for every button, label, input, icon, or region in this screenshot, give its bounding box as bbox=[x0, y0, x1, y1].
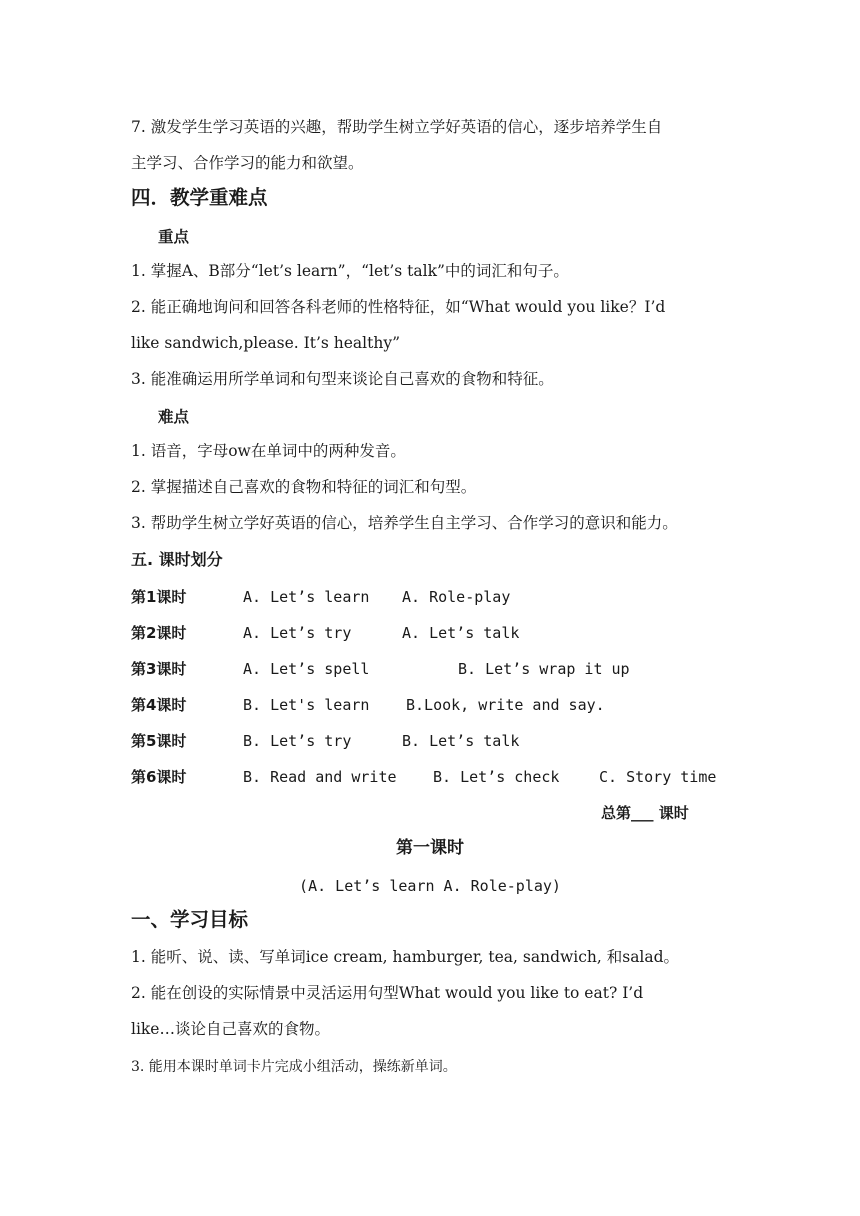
lesson-part-a: B. Read and write bbox=[243, 768, 397, 786]
lesson-part-a: B. Let's learn bbox=[243, 696, 370, 714]
key-item-2: 2. 能正确地询问和回答各科老师的性格特征，如“What would you like？I’d bbox=[131, 298, 666, 316]
difficult-item-3: 3. 帮助学生树立学好英语的信心，培养学生自主学习、合作学习的意识和能力。 bbox=[131, 514, 678, 532]
lesson-label: 第6课时 bbox=[131, 768, 187, 786]
lesson-label: 第2课时 bbox=[131, 624, 187, 642]
lesson-part-a: B. Let’s try bbox=[243, 732, 352, 750]
section-4-title: 四．教学重难点 bbox=[131, 186, 268, 209]
objective-item-2-cont: like…谈论自己喜欢的食物。 bbox=[131, 1020, 330, 1038]
lesson-1-subtitle: (A. Let’s learn A. Role-play) bbox=[299, 877, 561, 895]
objective-item-1: 1. 能听、说、读、写单词ice cream, hamburger, tea, sandwich, 和salad。 bbox=[131, 948, 680, 966]
lesson-part-b: A. Role-play bbox=[402, 588, 511, 606]
lesson-label: 第3课时 bbox=[131, 660, 187, 678]
objective-item-3: 3. 能用本课时单词卡片完成小组活动，操练新单词。 bbox=[131, 1059, 457, 1075]
lesson-part-b: B. Let’s talk bbox=[402, 732, 520, 750]
difficult-item-1: 1. 语音，字母ow在单词中的两种发音。 bbox=[131, 442, 406, 460]
lesson-label: 第4课时 bbox=[131, 696, 187, 714]
lesson-part-b: B. Let’s wrap it up bbox=[458, 660, 630, 678]
lesson-label: 第1课时 bbox=[131, 588, 187, 606]
section-1-title: 一、学习目标 bbox=[131, 908, 249, 931]
lesson-part-c: C. Story time bbox=[599, 768, 717, 786]
difficult-item-2: 2. 掌握描述自己喜欢的食物和特征的词汇和句型。 bbox=[131, 478, 477, 496]
paragraph-7-line-2: 主学习、合作学习的能力和欲望。 bbox=[131, 154, 364, 172]
key-item-1: 1. 掌握A、B部分“let’s learn”，“let’s talk”中的词汇和句子。 bbox=[131, 262, 569, 280]
key-points-heading: 重点 bbox=[158, 228, 190, 246]
lesson-part-a: A. Let’s try bbox=[243, 624, 352, 642]
difficult-points-heading: 难点 bbox=[158, 408, 190, 426]
section-5-title: 五. 课时划分 bbox=[131, 550, 223, 569]
lesson-part-b: A. Let’s talk bbox=[402, 624, 520, 642]
lesson-part-a: A. Let’s spell bbox=[243, 660, 370, 678]
lesson-part-b: B.Look, write and say. bbox=[406, 696, 605, 714]
lesson-part-b: B. Let’s check bbox=[433, 768, 560, 786]
key-item-2-cont: like sandwich,please. It’s healthy” bbox=[131, 334, 401, 352]
lesson-label: 第5课时 bbox=[131, 732, 187, 750]
lesson-1-title: 第一课时 bbox=[396, 838, 464, 858]
total-lesson-label: 总第___ 课时 bbox=[601, 804, 689, 822]
key-item-3: 3. 能准确运用所学单词和句型来谈论自己喜欢的食物和特征。 bbox=[131, 370, 554, 388]
paragraph-7-line-1: 7. 激发学生学习英语的兴趣，帮助学生树立学好英语的信心，逐步培养学生自 bbox=[131, 118, 663, 136]
objective-item-2: 2. 能在创设的实际情景中灵活运用句型What would you like to eat? I’d bbox=[131, 984, 644, 1002]
lesson-part-a: A. Let’s learn bbox=[243, 588, 370, 606]
